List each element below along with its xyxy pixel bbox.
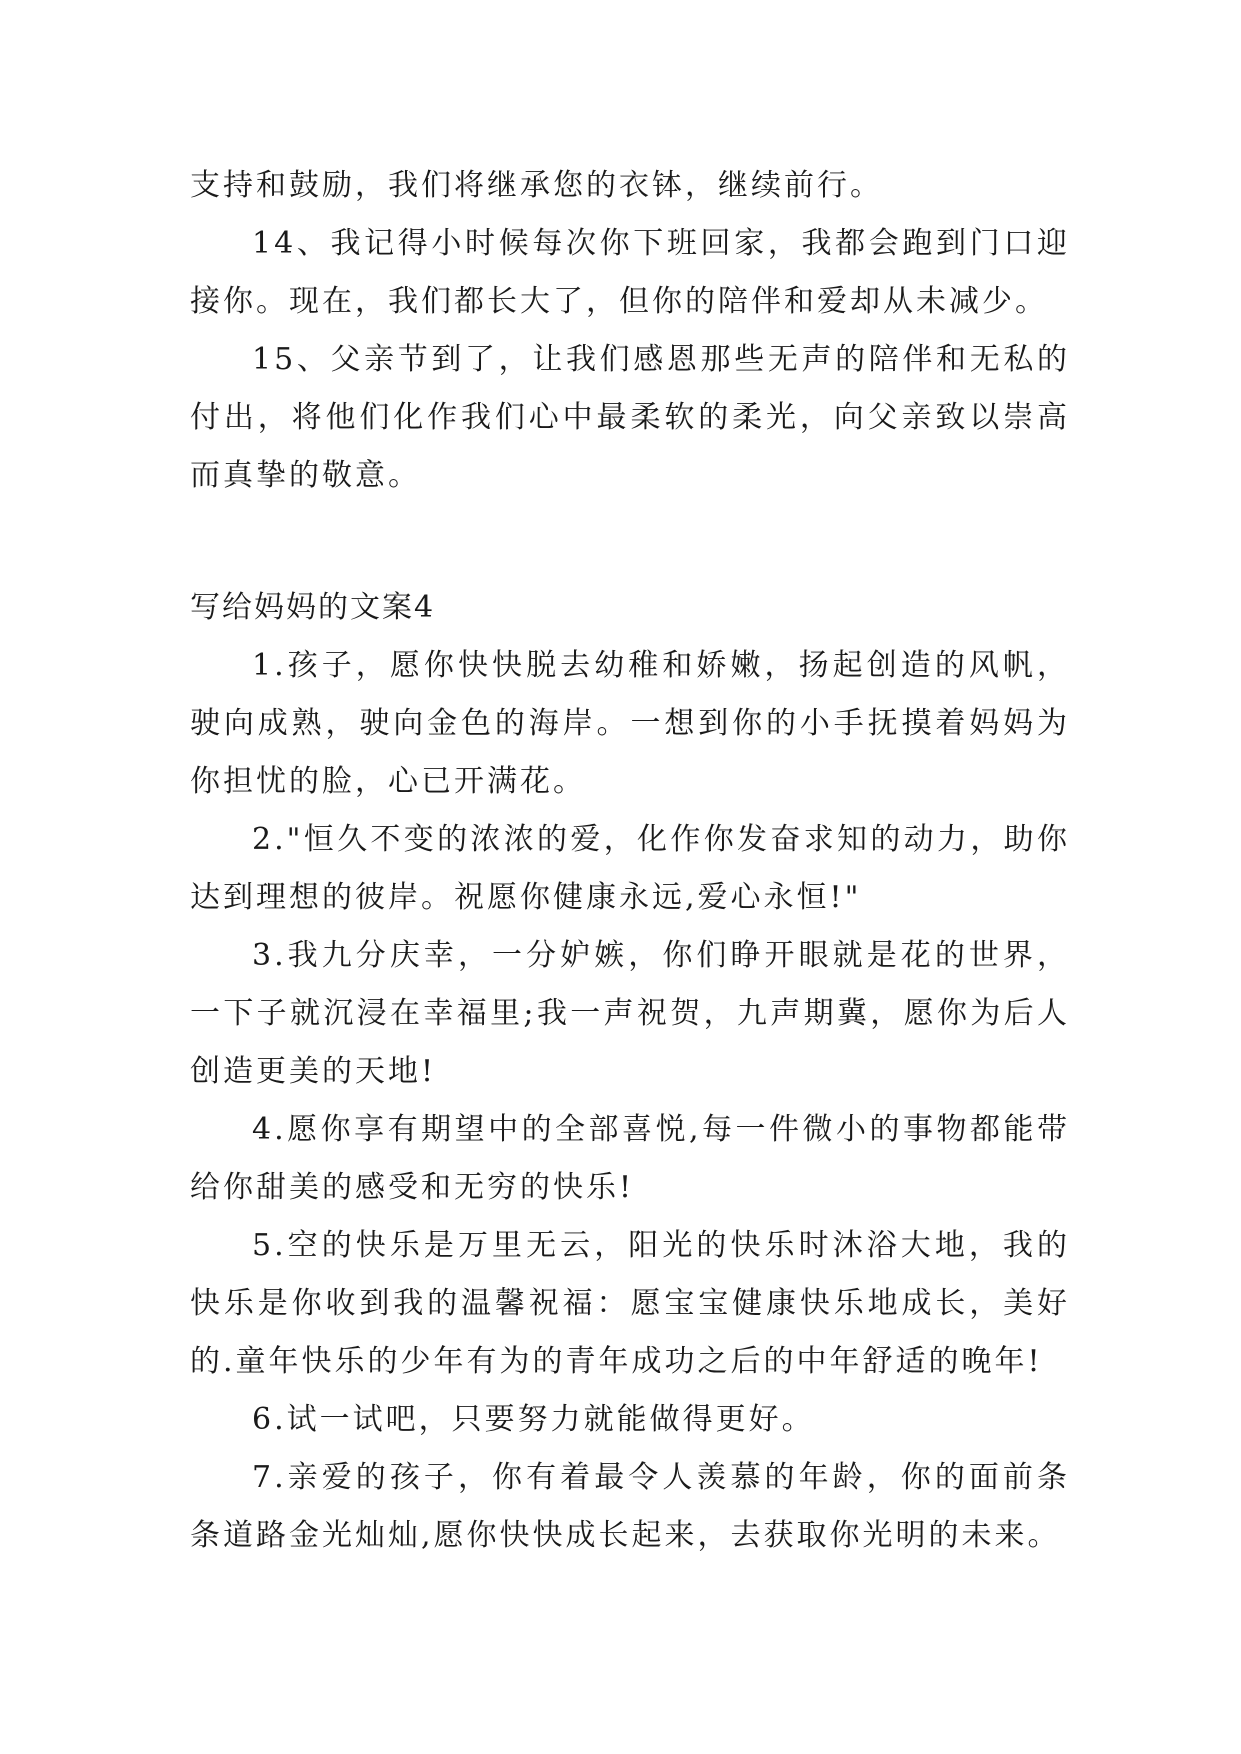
paragraph-item-5: 5.空的快乐是万里无云，阳光的快乐时沐浴大地，我的快乐是你收到我的温馨祝福：愿宝宝健康快乐地成长，美好的.童年快乐的少年有为的青年成功之后的中年舒适的晚年! [190, 1228, 1070, 1379]
paragraph-item-4: 4.愿你享有期望中的全部喜悦,每一件微小的事物都能带给你甜美的感受和无穷的快乐! [190, 1112, 1070, 1205]
section-title: 写给妈妈的文案4 [190, 590, 436, 625]
paragraph-item-6: 6.试一试吧，只要努力就能做得更好。 [252, 1402, 815, 1437]
paragraph-item-1: 1.孩子，愿你快快脱去幼稚和娇嫩，扬起创造的风帆，驶向成熟，驶向金色的海岸。一想到你的小手抚摸着妈妈为你担忧的脸，心已开满花。 [190, 648, 1070, 799]
document-body [190, 157, 1070, 1565]
paragraph-item-3: 3.我九分庆幸，一分妒嫉，你们睁开眼就是花的世界，一下子就沉浸在幸福里;我一声祝贺，九声期冀，愿你为后人创造更美的天地! [190, 938, 1070, 1089]
paragraph-item-2: 2."恒久不变的浓浓的爱，化作你发奋求知的动力，助你达到理想的彼岸。祝愿你健康永远,爱心永恒!" [190, 822, 1070, 915]
paragraph-item-14: 14、我记得小时候每次你下班回家，我都会跑到门口迎接你。现在，我们都长大了，但你的陪伴和爱却从未减少。 [190, 226, 1070, 319]
paragraph-item-15: 15、父亲节到了，让我们感恩那些无声的陪伴和无私的付出，将他们化作我们心中最柔软的柔光，向父亲致以崇高而真挚的敬意。 [190, 342, 1070, 493]
paragraph-continuation: 支持和鼓励，我们将继承您的衣钵，继续前行。 [190, 168, 883, 203]
paragraph-item-7: 7.亲爱的孩子，你有着最令人羡慕的年龄，你的面前条条道路金光灿灿,愿你快快成长起来，去获取你光明的未来。 [190, 1460, 1070, 1553]
